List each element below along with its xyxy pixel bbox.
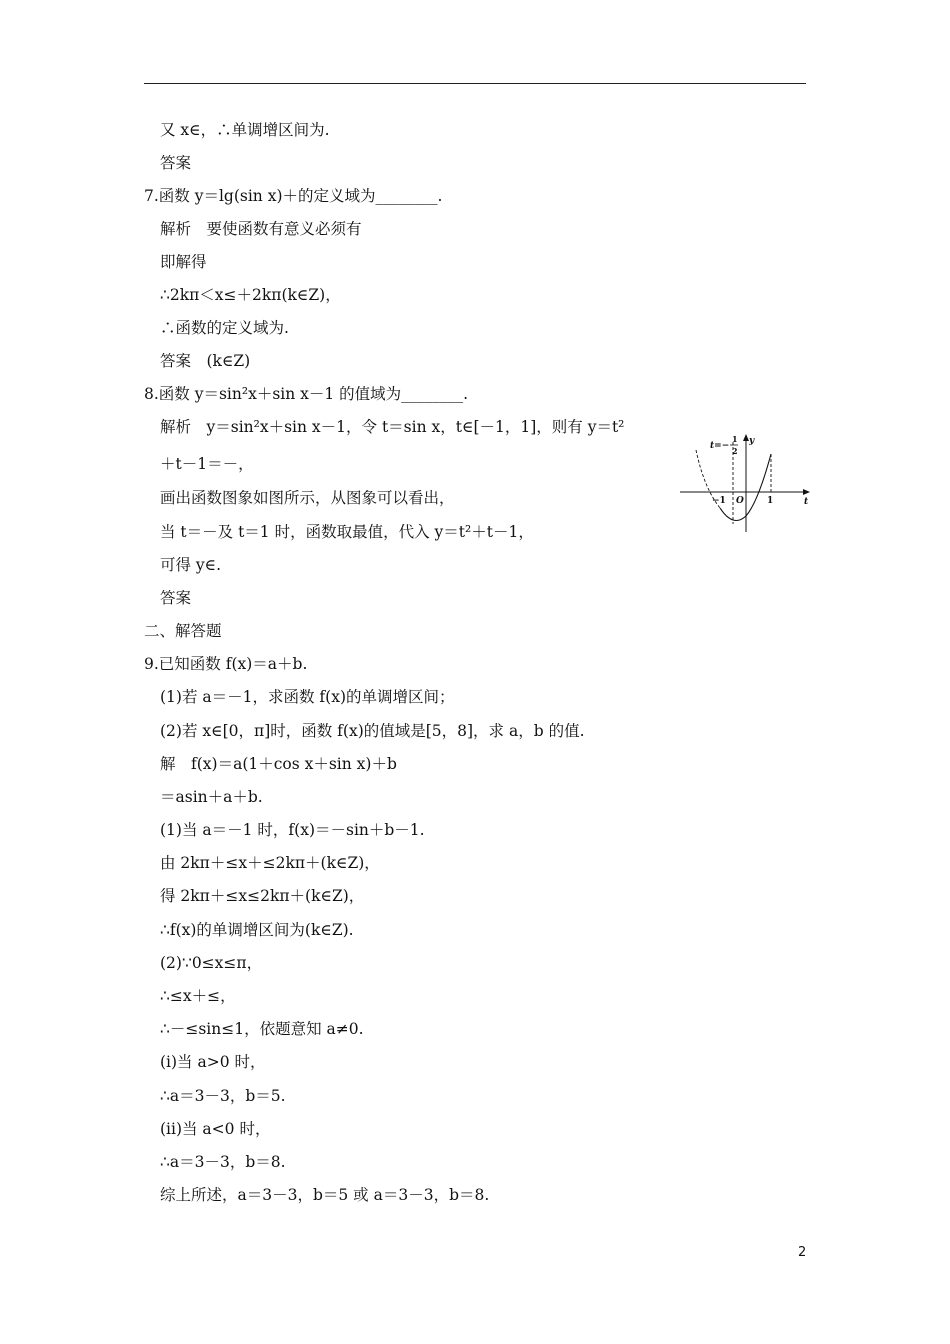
text-line: (ii)当 a<0 时， xyxy=(160,1120,271,1138)
text-line: 得 2kπ＋≤x≤2kπ＋(k∈Z)， xyxy=(160,887,365,905)
y-axis-label: y xyxy=(749,436,755,446)
vline-label: t=− xyxy=(710,441,730,451)
text-line: ∴2kπ＜x≤＋2kπ(k∈Z)， xyxy=(160,286,341,304)
origin-label: O xyxy=(736,496,744,506)
text-line: 即解得 xyxy=(160,253,207,271)
text-line: 当 t＝－及 t＝1 时，函数取最值，代入 y＝t²＋t－1， xyxy=(160,523,534,541)
tick-one: 1 xyxy=(767,496,774,506)
text-line: 答案 xyxy=(160,589,192,607)
text-line: ∴f(x)的单调增区间为(k∈Z). xyxy=(160,921,354,939)
text-line: 8.函数 y＝sin²x＋sin x－1 的值域为________. xyxy=(144,385,469,403)
text-line: (1)若 a＝－1，求函数 f(x)的单调增区间； xyxy=(160,688,455,706)
text-line: ∴－≤sin≤1，依题意知 a≠0. xyxy=(160,1020,364,1038)
text-line: (2)若 x∈[0，π]时，函数 f(x)的值域是[5，8]，求 a，b 的值. xyxy=(160,722,585,740)
text-line: 可得 y∈. xyxy=(160,556,222,574)
header-rule xyxy=(144,83,806,84)
text-line: (i)当 a>0 时， xyxy=(160,1053,266,1071)
text-line: 9.已知函数 f(x)＝a＋b. xyxy=(144,655,308,673)
text-line: ∴a＝3－3，b＝5. xyxy=(160,1087,286,1105)
text-line: 由 2kπ＋≤x＋≤2kπ＋(k∈Z)， xyxy=(160,854,380,872)
tick-neg-one: −1 xyxy=(712,496,726,506)
text-line: ＝asin＋a＋b. xyxy=(160,788,263,806)
text-line: ∴a＝3－3，b＝8. xyxy=(160,1153,286,1171)
text-line: ＋t－1＝－， xyxy=(160,455,254,473)
text-line: 解析 要使函数有意义必须有 xyxy=(160,220,362,238)
text-line: (2)∵0≤x≤π， xyxy=(160,954,263,972)
text-line: 画出函数图象如图所示，从图象可以看出， xyxy=(160,489,455,507)
t-axis-label: t xyxy=(804,497,809,507)
text-line: 7.函数 y＝lg(sin x)＋的定义域为________. xyxy=(144,187,443,205)
t-axis-arrow xyxy=(803,489,810,495)
text-line: 答案 (k∈Z) xyxy=(160,352,251,370)
text-line: 答案 xyxy=(160,154,192,172)
frac-den: 2 xyxy=(732,446,738,456)
text-line: ∴函数的定义域为. xyxy=(160,319,289,337)
frac-num: 1 xyxy=(732,434,738,444)
text-line: 综上所述，a＝3－3，b＝5 或 a＝3－3，b＝8. xyxy=(160,1186,490,1204)
text-line: 又 x∈，∴单调增区间为. xyxy=(160,121,330,139)
text-line: ∴≤x＋≤， xyxy=(160,987,236,1005)
page-number: 2 xyxy=(798,1245,807,1260)
text-line: 解析 y＝sin²x＋sin x－1，令 t＝sin x，t∈[－1，1]，则有 y＝t² xyxy=(160,418,625,436)
text-line: 二、解答题 xyxy=(144,622,222,640)
text-line: 解 f(x)＝a(1＋cos x＋sin x)＋b xyxy=(160,755,397,773)
text-line: (1)当 a＝－1 时，f(x)＝－sin＋b－1. xyxy=(160,821,425,839)
parabola-figure xyxy=(678,428,814,536)
